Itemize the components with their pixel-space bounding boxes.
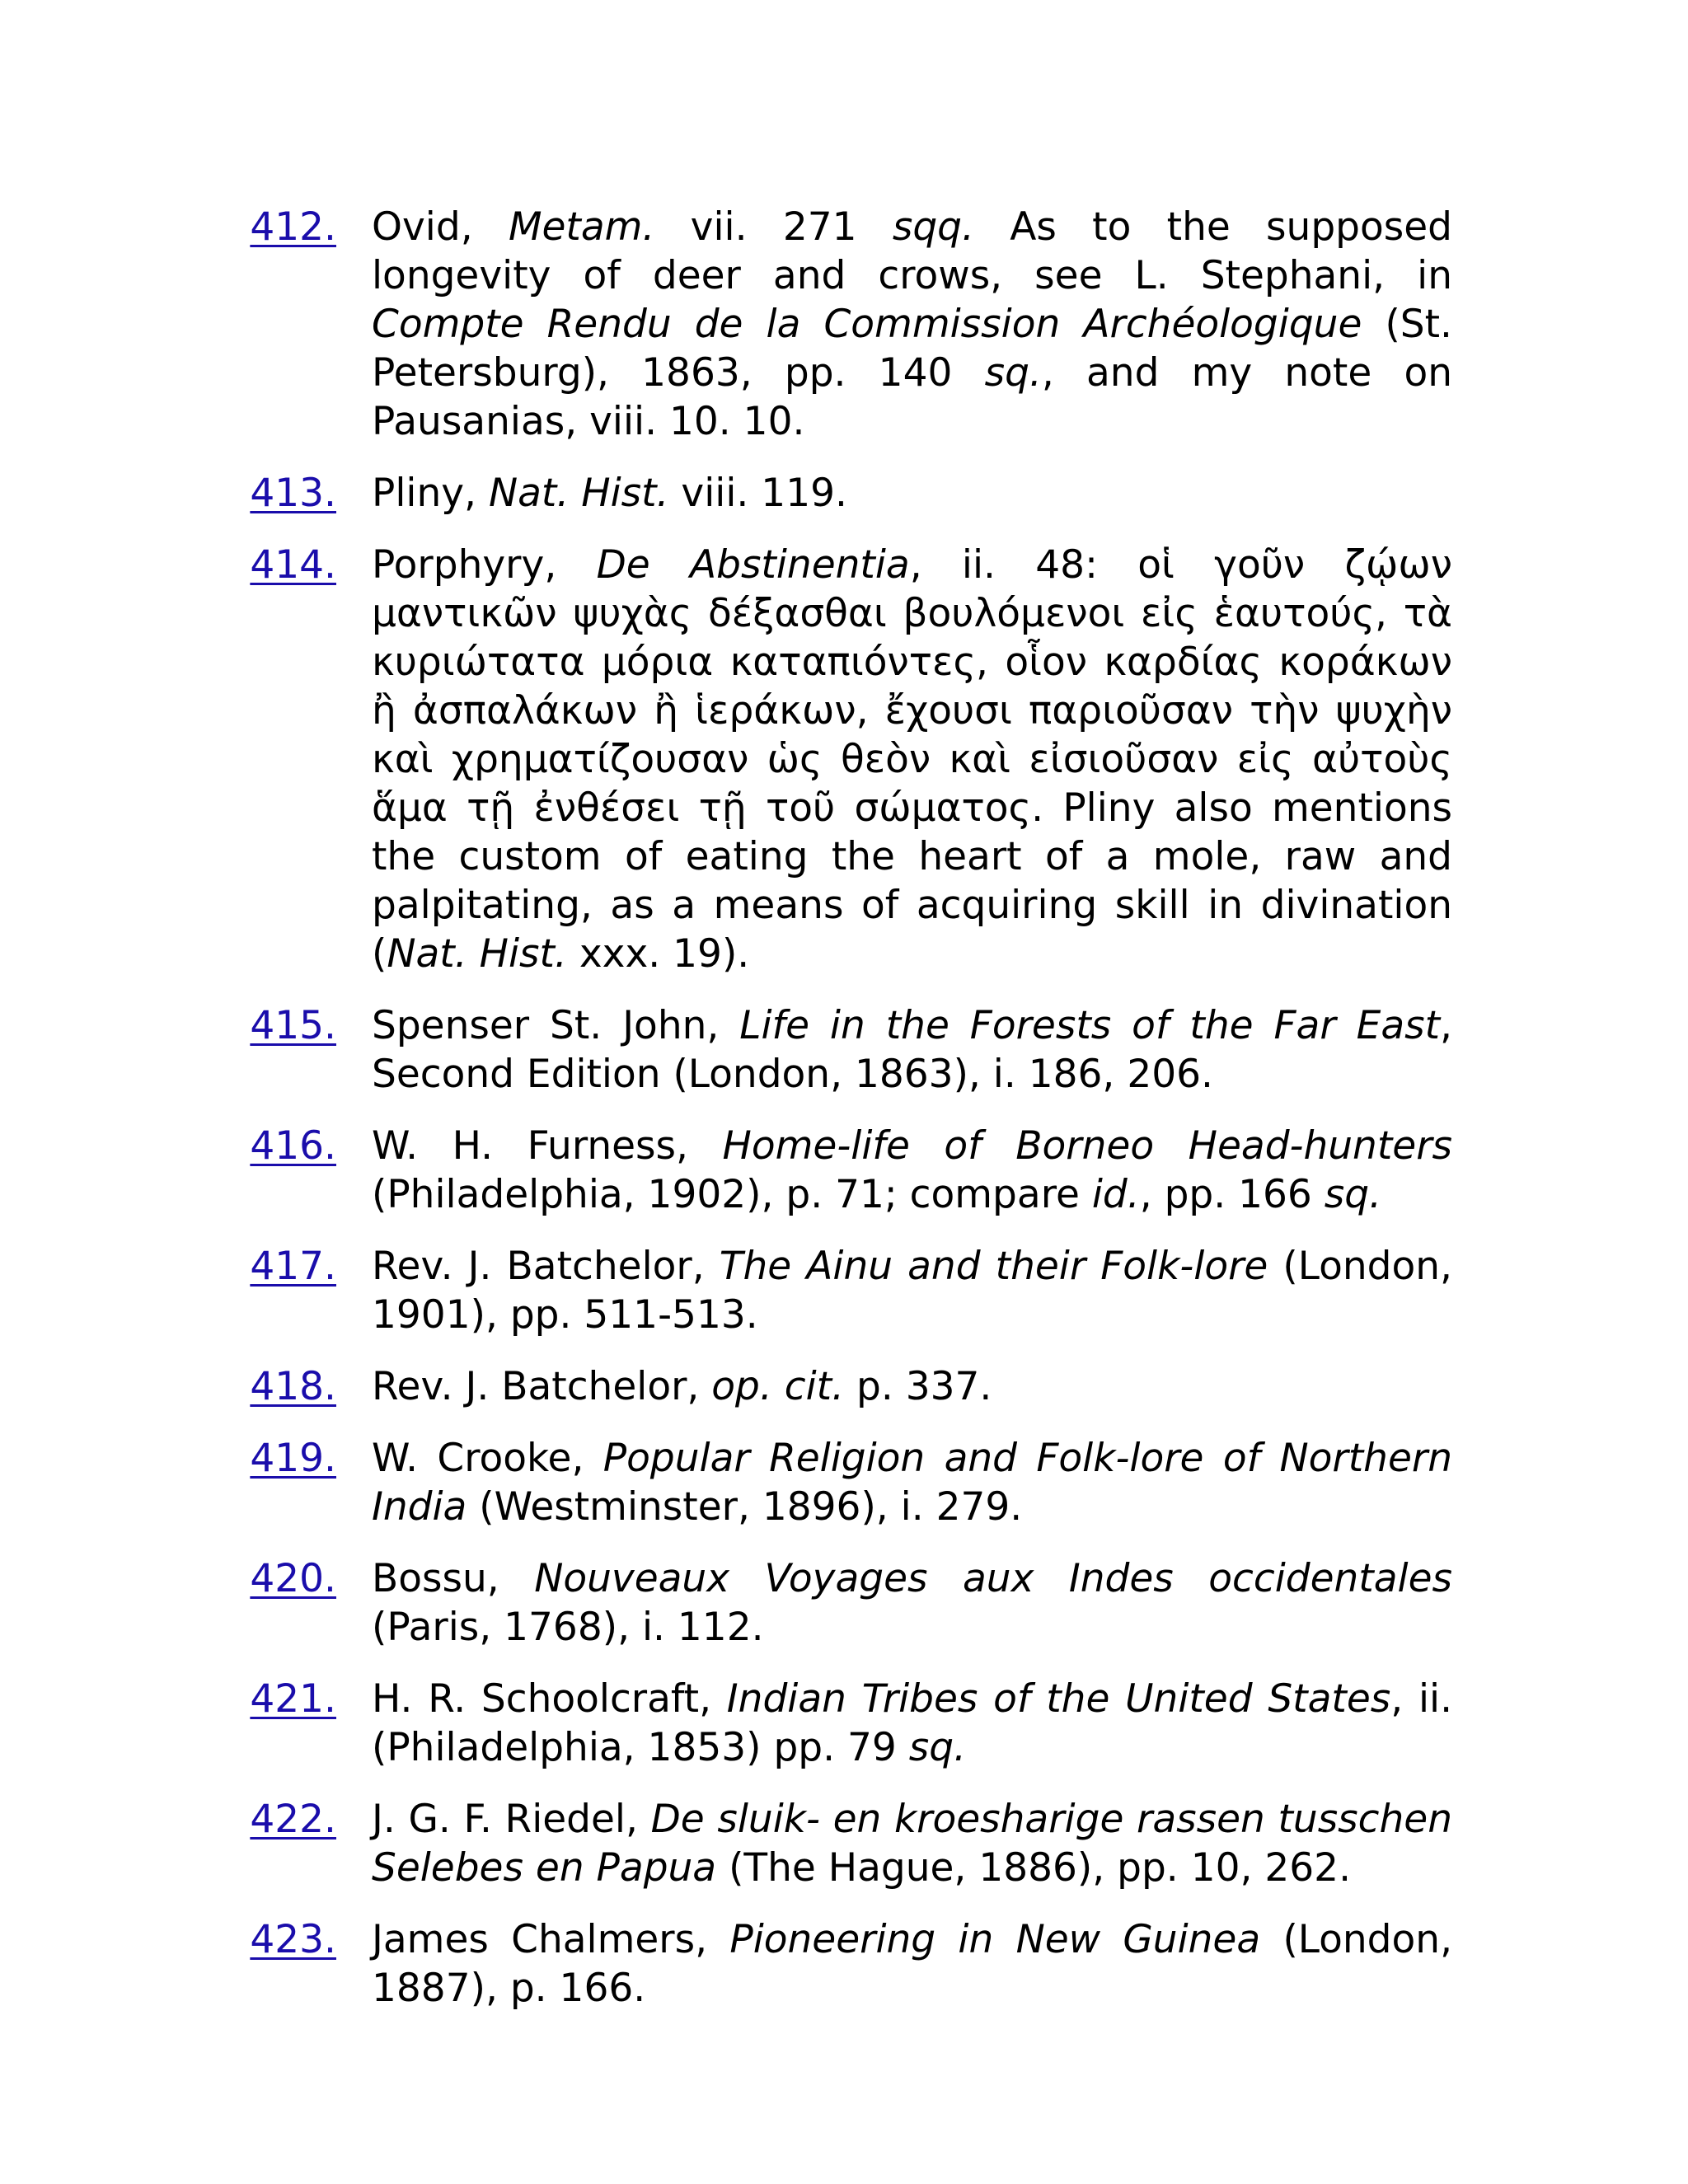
footnote-text	[372, 1434, 1452, 1531]
footnote-number-link[interactable]: 416.	[250, 1123, 336, 1169]
footnote-number-link[interactable]: 413.	[250, 471, 336, 516]
footnote-item	[0, 1362, 1688, 1411]
footnote-item	[0, 1434, 1688, 1531]
footnote-title-italic: De sluik- en kroesharige rassen tusschen Selebes en Papua	[372, 1797, 1452, 1891]
footnote-text	[372, 1122, 1452, 1219]
footnote-title-italic: sq.	[984, 350, 1042, 396]
footnote-text	[372, 1001, 1452, 1099]
footnote-text-segment: , ii. 48: οἱ γοῦν ζῴων μαντικῶν ψυχὰς δέξασθαι βουλόμενοι εἰς ἑαυτούς, τὰ κυριώτατα μόρια καταπιόντες, οἷον καρδίας κοράκων ἢ ἀσπαλάκων ἢ ἱεράκων, ἔχουσι παριοῦσαν τὴν ψυχὴν καὶ χρηματίζουσαν ὡς θεὸν καὶ εἰσιοῦσαν εἰς αὐτοὺς ἅμα τῇ ἐνθέσει τῇ τοῦ σώματος. Pliny also mentions the custom of eating the heart of a mole, raw and palpitating, as a means of acquiring skill in divination (	[372, 542, 1452, 977]
footnote-number-link[interactable]: 419.	[250, 1436, 336, 1481]
footnote-text-segment: Bossu,	[372, 1556, 535, 1601]
footnote-title-italic: Compte Rendu de la Commission Archéologique	[372, 302, 1362, 347]
footnote-title-italic: Pioneering in New Guinea	[729, 1917, 1261, 1962]
footnote-item	[0, 469, 1688, 518]
footnote-text-segment: p. 337.	[844, 1364, 992, 1409]
footnote-text	[372, 1554, 1452, 1652]
footnote-text-segment: Rev. J. Batchelor,	[372, 1244, 720, 1289]
footnote-text	[372, 541, 1452, 978]
footnote-text-segment: J. G. F. Riedel,	[372, 1797, 651, 1842]
footnote-number-link[interactable]: 421.	[250, 1676, 336, 1722]
footnote-text-segment: (London, 1887), p. 166.	[372, 1917, 1453, 2011]
footnote-item	[0, 1554, 1688, 1652]
footnotes-page	[0, 203, 1688, 2036]
footnote-number-link[interactable]: 412.	[250, 204, 336, 250]
footnote-number-link[interactable]: 423.	[250, 1917, 336, 1962]
footnote-text-segment: James Chalmers,	[372, 1917, 730, 1962]
footnote-item	[0, 203, 1688, 446]
footnote-text-segment: , and my note on Pausanias, viii. 10. 10.	[372, 350, 1452, 444]
footnote-text	[372, 1242, 1452, 1339]
footnote-title-italic: Nat. Hist.	[488, 471, 669, 516]
footnote-text-segment: , pp. 166	[1139, 1172, 1325, 1217]
footnote-text-segment: vii. 271	[654, 204, 893, 250]
footnote-text-segment: Porphyry,	[372, 542, 597, 588]
footnote-text-segment: (London, 1901), pp. 511-513.	[372, 1244, 1452, 1338]
footnote-text	[372, 1795, 1452, 1892]
footnote-text-segment: Pliny,	[372, 471, 489, 516]
footnote-title-italic: Life in the Forests of the Far East	[739, 1003, 1441, 1048]
footnote-item	[0, 1001, 1688, 1099]
footnote-text-segment: H. R. Schoolcraft,	[372, 1676, 727, 1722]
footnote-text-segment: (The Hague, 1886), pp. 10, 262.	[716, 1845, 1352, 1891]
footnote-text	[372, 1675, 1452, 1772]
footnote-item	[0, 1675, 1688, 1772]
footnote-number-link[interactable]: 415.	[250, 1003, 336, 1048]
footnote-text	[372, 469, 1452, 518]
footnote-item	[0, 1915, 1688, 2013]
footnote-text	[372, 1362, 1452, 1411]
footnote-number-link[interactable]: 414.	[250, 542, 336, 588]
footnote-text-segment: , ii. (Philadelphia, 1853) pp. 79	[372, 1676, 1453, 1770]
footnote-text-segment: W. Crooke,	[372, 1436, 603, 1481]
footnote-text-segment: , Second Edition (London, 1863), i. 186, 206.	[372, 1003, 1452, 1097]
footnote-item	[0, 1795, 1688, 1892]
footnote-title-italic: Metam.	[508, 204, 655, 250]
footnote-title-italic: Nouveaux Voyages aux Indes occidentales	[534, 1556, 1452, 1601]
footnote-item	[0, 1242, 1688, 1339]
footnote-title-italic: Home-life of Borneo Head-hunters	[722, 1123, 1452, 1169]
footnotes-list	[0, 203, 1688, 2013]
footnote-text-segment: As to the supposed longevity of deer and crows, see L. Stephani, in	[372, 204, 1452, 298]
footnote-item	[0, 1122, 1688, 1219]
footnote-text	[372, 203, 1452, 446]
footnote-number-link[interactable]: 418.	[250, 1364, 336, 1409]
footnote-text-segment: (Philadelphia, 1902), p. 71; compare	[372, 1172, 1092, 1217]
footnote-title-italic: Indian Tribes of the United States	[726, 1676, 1391, 1722]
footnote-title-italic: op. cit.	[711, 1364, 845, 1409]
footnote-title-italic: sqq.	[892, 204, 974, 250]
footnote-number-link[interactable]: 417.	[250, 1244, 336, 1289]
footnote-text-segment: Ovid,	[372, 204, 509, 250]
footnote-text-segment: xxx. 19).	[566, 931, 750, 977]
footnote-text-segment: viii. 119.	[668, 471, 847, 516]
footnote-item	[0, 541, 1688, 978]
footnote-text-segment: W. H. Furness,	[372, 1123, 723, 1169]
footnote-title-italic: sq.	[908, 1725, 967, 1770]
footnote-text	[372, 1915, 1452, 2013]
footnote-title-italic: Nat. Hist.	[387, 931, 567, 977]
footnote-number-link[interactable]: 422.	[250, 1797, 336, 1842]
footnote-text-segment: (St. Petersburg), 1863, pp. 140	[372, 302, 1453, 396]
footnote-title-italic: id.	[1091, 1172, 1140, 1217]
footnote-title-italic: sq.	[1324, 1172, 1382, 1217]
footnote-text-segment: Spenser St. John,	[372, 1003, 740, 1048]
footnote-title-italic: Popular Religion and Folk-lore of Northern India	[372, 1436, 1452, 1530]
footnote-text-segment: Rev. J. Batchelor,	[372, 1364, 712, 1409]
footnote-title-italic: The Ainu and their Folk-lore	[719, 1244, 1268, 1289]
footnote-text-segment: (Westminster, 1896), i. 279.	[467, 1484, 1023, 1530]
footnote-number-link[interactable]: 420.	[250, 1556, 336, 1601]
footnote-title-italic: De Abstinentia	[596, 542, 910, 588]
footnote-text-segment: (Paris, 1768), i. 112.	[372, 1605, 764, 1650]
